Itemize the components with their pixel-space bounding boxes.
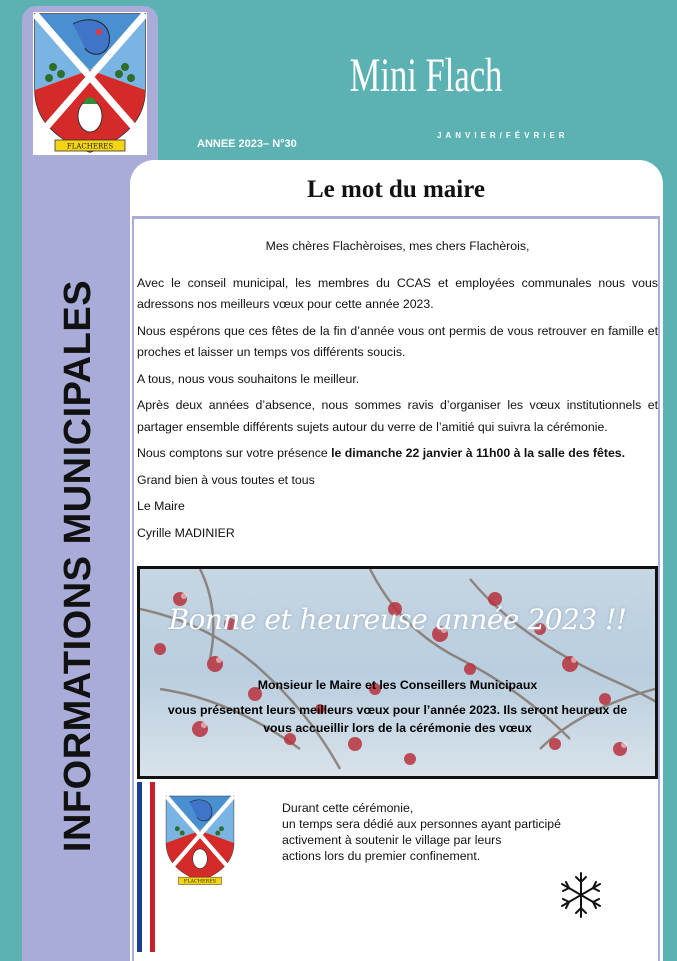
signature-role: Le Maire xyxy=(137,499,185,513)
section-header xyxy=(132,166,660,219)
issue-number: ANNEE 2023– N°30 xyxy=(197,138,297,150)
invitation-date: le dimanche 22 janvier à 11h00 à la salle des fêtes. xyxy=(331,446,626,460)
greeting-line: vous présentent leurs meilleurs vœux pour l’année 2023. Ils seront heureux de xyxy=(167,703,628,717)
ceremony-note-line: actions lors du premier confinement. xyxy=(282,849,481,863)
letter-paragraph: Nous espérons que ces fêtes de la fin d’année vous ont permis de vous retrouver en famille et proches et laisser un temps vos différents soucis. xyxy=(137,323,658,359)
flag-stripe-red xyxy=(150,782,155,952)
invitation-text: Nous comptons sur votre présence xyxy=(137,446,332,460)
svg-text:FLACHERES: FLACHERES xyxy=(66,142,114,151)
greeting-line: vous accueillir lors de la cérémonie des vœux xyxy=(263,721,532,735)
issue-period: JANVIER/FÉVRIER xyxy=(437,131,569,140)
letter-paragraph xyxy=(137,443,658,465)
flag-stripes xyxy=(137,782,156,952)
greeting-headline: Bonne et heureuse année 2023 !! xyxy=(168,603,627,636)
letter-salutation: Mes chères Flachèroises, mes chers Flachèrois, xyxy=(265,239,530,253)
section-title: Le mot du maire xyxy=(307,176,485,203)
svg-text:FLACHERES: FLACHERES xyxy=(183,878,217,885)
greeting-photo xyxy=(137,566,658,779)
ceremony-note xyxy=(282,800,602,864)
municipal-crest-small xyxy=(165,795,235,887)
mayor-letter xyxy=(137,236,658,549)
snowflake-icon xyxy=(556,870,606,920)
letter-paragraph: A tous, nous vous souhaitons le meilleur. xyxy=(137,371,360,386)
ceremony-note-line: Durant cette cérémonie, xyxy=(282,801,414,815)
flag-stripe-white xyxy=(144,782,149,952)
letter-paragraph: Après deux années d’absence, nous sommes ravis d’organiser les vœux institutionnels et partager ensemble différents sujets autour du verre de l’amitié qui suivra la cérémonie. xyxy=(137,398,658,434)
vertical-section-title: INFORMATIONS MUNICIPALES xyxy=(57,279,99,853)
signature-name: Cyrille MADINIER xyxy=(137,525,235,540)
letter-closing: Grand bien à vous toutes et tous xyxy=(137,472,315,487)
masthead-title: Mini Flach xyxy=(349,49,503,102)
ceremony-note-line: activement à soutenir le village par leurs xyxy=(282,833,502,847)
municipal-crest xyxy=(33,12,147,155)
flag-stripe-blue xyxy=(137,782,142,952)
greeting-line: Monsieur le Maire et les Conseillers Municipaux xyxy=(257,678,538,692)
letter-paragraph: Avec le conseil municipal, les membres du CCAS et employées communales nous vous adressons nos meilleurs vœux pour cette année 2023. xyxy=(137,275,658,311)
ceremony-note-line: un temps sera dédié aux personnes ayant participé xyxy=(282,817,561,831)
